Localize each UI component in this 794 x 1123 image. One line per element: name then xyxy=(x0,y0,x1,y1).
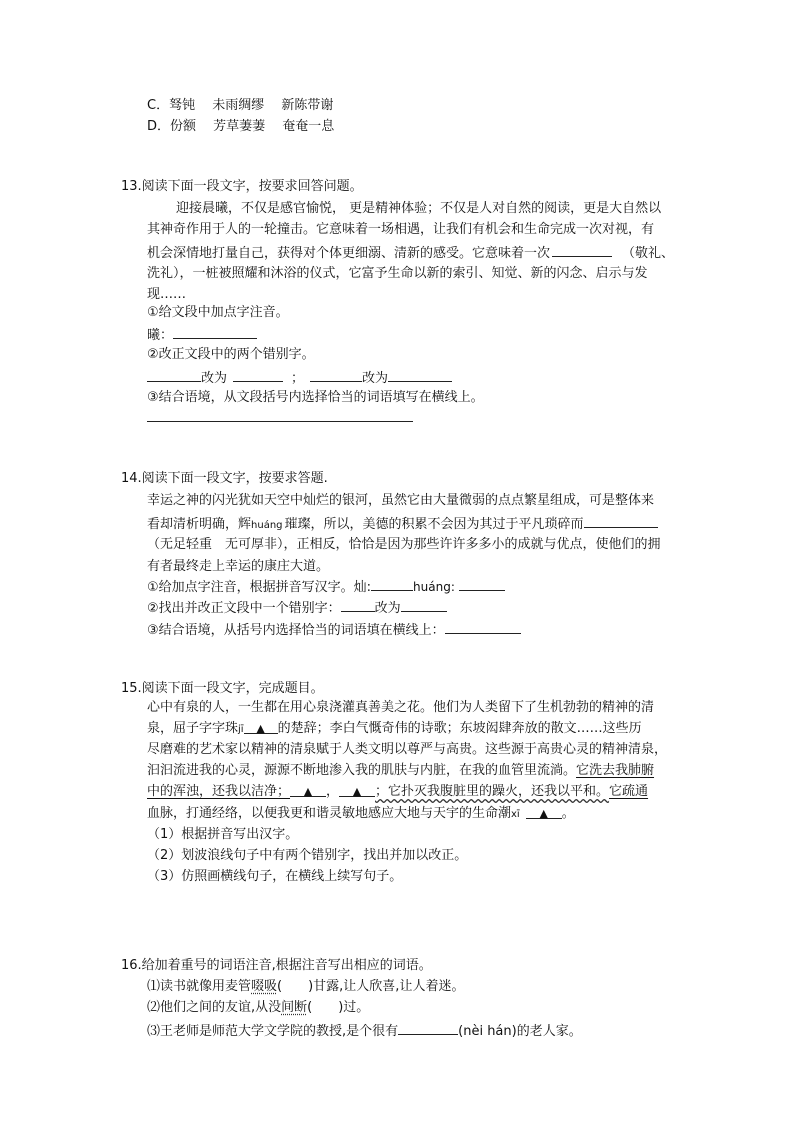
q13-passage-line-2: 其神奇作用于人的一轮撞击。它意味着一场相遇，让我们有机会和生命完成一次对视，有 xyxy=(147,222,655,237)
q14-subquestion-1 xyxy=(147,578,505,596)
triangle-marker: ▲ xyxy=(256,722,265,735)
q14-subquestion-3 xyxy=(147,621,521,639)
q15-pinyin-ji: jī xyxy=(238,724,244,735)
q13-pinyin-blank[interactable] xyxy=(173,326,257,339)
q14-wrong-char-blank[interactable] xyxy=(341,599,375,612)
q16-item3-rest: (nèi hán)的老人家。 xyxy=(458,1024,582,1039)
triangle-marker: ▲ xyxy=(352,785,362,798)
q15-passage-line-6 xyxy=(147,806,575,823)
q15-passage-line-4 xyxy=(147,763,654,779)
q16-item-1 xyxy=(147,979,464,995)
q14-pinyin: huáng xyxy=(251,520,283,531)
q15-pinyin-xi: xī xyxy=(511,809,520,820)
q14-text-cont: 璀璨，所以，美德的积累不会因为其过于平凡琐碎而 xyxy=(284,517,584,532)
triangle-marker: ▲ xyxy=(539,807,548,820)
q15-underlined-sentence-cont: 中的浑浊，还我以洁净； xyxy=(147,784,291,799)
q15-passage-line-2 xyxy=(147,721,642,738)
q13-change-to-label-1: 改为 xyxy=(201,371,228,386)
q15-heading: 15.阅读下面一段文字，完成题目。 xyxy=(121,681,324,696)
q14-huang-label: huáng: xyxy=(413,580,455,594)
q14-sub2-text: ②找出并改正文段中一个错别字： xyxy=(147,601,341,616)
q15-passage-line-3: 尽磨难的艺术家以精神的清泉赋于人类文明以尊严与高贵。这些源于高贵心灵的精神清泉， xyxy=(147,742,668,757)
q15-underlined-tail: 它疏通 xyxy=(609,784,649,799)
q15-text: 汩汩流进我的心灵，源源不断地渗入我的肌肤与内脏，在我的血管里流淌。 xyxy=(147,763,577,778)
q14-passage-line-2 xyxy=(147,515,658,534)
q13-wrong-char-blank-1[interactable] xyxy=(147,369,201,382)
q16-emphasized-word-2: 间断 xyxy=(281,1000,308,1015)
q13-text: 机会深情地打量自己，获得对个体更细溺、清新的感受。它意味着一次 xyxy=(147,246,551,261)
q13-answer-line[interactable] xyxy=(147,421,413,422)
q16-item1-rest: ( )甘露,让人欣喜,让人着迷。 xyxy=(277,979,465,994)
q15-blank-ji[interactable] xyxy=(244,721,278,734)
q13-passage-line-4: 洗礼），一桩被照耀和沐浴的仪式，它富予生命以新的索引、知觉、新的闪念、启示与发 xyxy=(147,266,648,281)
q14-sub1-text: ①给加点字注音，根据拼音写汉字。灿: xyxy=(147,580,372,595)
triangle-marker: ▲ xyxy=(303,785,313,798)
q15-period: 。 xyxy=(561,806,575,821)
q16-answer-blank[interactable] xyxy=(398,1022,458,1035)
q13-subquestion-1: ①给文段中加点字注音。 xyxy=(147,305,289,320)
q15-subquestion-2: （2）划波浪线句子中有两个错别字，找出并加以改正。 xyxy=(147,848,468,863)
q14-subquestion-2 xyxy=(147,599,447,617)
q15-comma: ， xyxy=(326,784,340,799)
q15-text: 泉，屈子字字珠 xyxy=(147,721,239,736)
q14-pinyin-blank[interactable] xyxy=(371,578,413,591)
q13-answer-blank[interactable] xyxy=(552,244,612,257)
q14-correct-char-blank[interactable] xyxy=(401,599,447,612)
q14-answer-blank[interactable] xyxy=(584,515,658,528)
q14-heading: 14.阅读下面一段文字，按要求答题. xyxy=(121,471,328,486)
q14-passage-line-3: （无足轻重 无可厚非），正相反，恰恰是因为那些许许多多小的成就与优点，使他们的拥 xyxy=(147,537,661,552)
q15-passage-line-1: 心中有泉的人，一生都在用心泉浇灌真善美之花。他们为人类留下了生机勃勃的精神的清 xyxy=(147,700,655,715)
q16-emphasized-word-1: 啜吸 xyxy=(251,979,278,994)
q13-char-label: 曦： xyxy=(147,328,174,343)
q13-correct-char-blank-2[interactable] xyxy=(388,369,452,382)
q14-change-to-label: 改为 xyxy=(374,601,401,616)
q16-item2-text: ⑵他们之间的友谊,从没 xyxy=(147,1000,282,1015)
q15-blank-2[interactable] xyxy=(339,784,375,797)
q15-subquestion-3: （3）仿照画横线句子，在横线上续写句子。 xyxy=(147,869,403,884)
q14-char-blank[interactable] xyxy=(459,578,505,591)
q13-subquestion-3: ③结合语境，从文段括号内选择恰当的词语填写在横线上。 xyxy=(147,390,484,405)
q13-options: （敬礼、 xyxy=(622,246,675,261)
q13-wrong-char-blank-2[interactable] xyxy=(310,369,362,382)
q13-separator: ； xyxy=(291,371,305,386)
q16-item-3 xyxy=(147,1022,582,1040)
q13-passage-line-3 xyxy=(147,244,674,262)
q14-fill-blank[interactable] xyxy=(445,621,521,634)
q13-subquestion-2: ②改正文段中的两个错别字。 xyxy=(147,347,315,362)
option-d: D．份额 芳草萋萋 奄奄一息 xyxy=(147,119,335,134)
q15-blank-xi[interactable] xyxy=(526,806,562,819)
q14-passage-line-1: 幸运之神的闪光犹如天空中灿烂的银河，虽然它由大量微弱的点点繁星组成，可是整体来 xyxy=(147,493,655,508)
q14-sub3-text: ③结合语境，从括号内选择恰当的词语填在横线上： xyxy=(147,623,445,638)
q13-correction-line xyxy=(147,369,452,387)
q15-subquestion-1: （1）根据拼音写出汉字。 xyxy=(147,827,299,842)
q16-item3-text: ⑶王老师是师范大学文学院的教授,是个很有 xyxy=(147,1024,399,1039)
q13-heading: 13.阅读下面一段文字，按要求回答问题。 xyxy=(121,179,363,194)
q16-item-2 xyxy=(147,1000,369,1016)
q15-underlined-sentence: 它洗去我肺腑 xyxy=(576,763,655,778)
q15-text-cont: 的楚辞；李白气慨奇伟的诗歌；东坡闳肆奔放的散文……这些历 xyxy=(277,721,642,736)
q13-passage-line-1: 迎接晨曦，不仅是感官愉悦， 更是精神体验；不仅是人对自然的阅读，更是大自然以 xyxy=(176,201,662,216)
q13-change-to-label-2: 改为 xyxy=(362,371,389,386)
q16-heading: 16.给加着重号的词语注音,根据注音写出相应的词语。 xyxy=(121,958,432,973)
q14-passage-line-4: 有者最终走上幸运的康庄大道。 xyxy=(147,559,330,574)
q13-correct-char-blank-1[interactable] xyxy=(233,369,283,382)
q13-pinyin-line xyxy=(147,326,257,344)
q16-item1-text: ⑴读书就像用麦管 xyxy=(147,979,252,994)
option-c: C．驽钝 未雨绸缪 新陈带谢 xyxy=(147,98,334,113)
q16-item2-rest: ( )过。 xyxy=(307,1000,370,1015)
q13-passage-line-5: 现…… xyxy=(147,287,187,302)
q14-text: 看却清析明确，辉 xyxy=(147,517,252,532)
q15-wavy-sentence: ；它扑灭我腹脏里的躁火，还我以平和。 xyxy=(375,784,610,799)
q15-text: 血脉，打通经络，以便我更和谐灵敏地感应大地与天宇的生命潮 xyxy=(147,806,512,821)
q15-passage-line-5 xyxy=(147,784,648,800)
q15-blank-1[interactable] xyxy=(290,784,326,797)
